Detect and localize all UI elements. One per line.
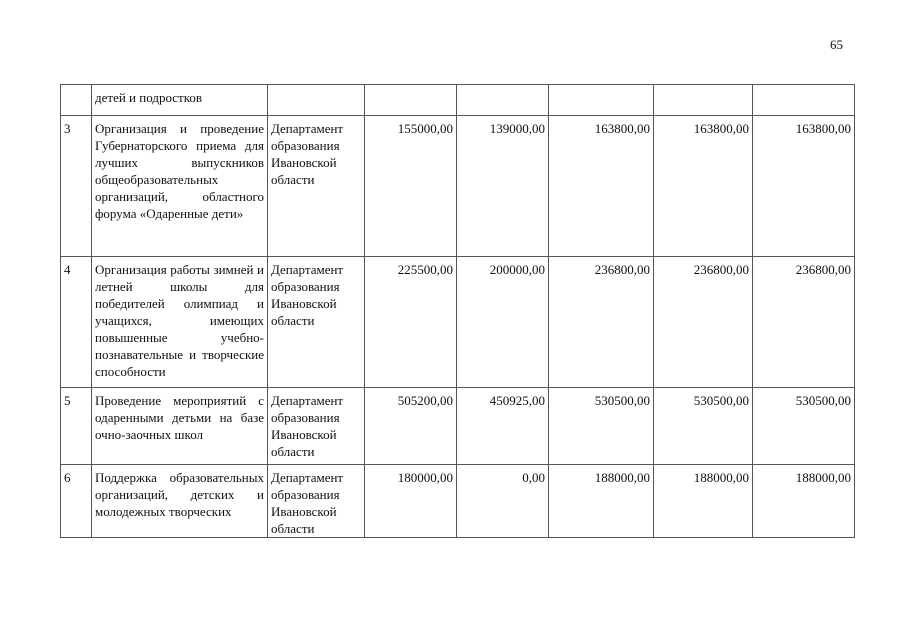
amount-cell: 236800,00 xyxy=(654,257,753,388)
row-number-cell: 4 xyxy=(61,257,92,388)
activity-name-cell: Проведение мероприятий с одаренными детьми на базе очно-заочных школ xyxy=(92,388,268,465)
amount-cell: 163800,00 xyxy=(753,116,855,257)
amount-cell: 0,00 xyxy=(457,465,549,538)
amount-cell: 505200,00 xyxy=(365,388,457,465)
amount-cell: 155000,00 xyxy=(365,116,457,257)
page-number: 65 xyxy=(830,37,843,52)
activity-name-cell: Организация и проведение Губернаторского приема для лучших выпускников общеобразовательных организаций, областного форума «Одаренные дети» xyxy=(92,116,268,257)
table-row xyxy=(61,465,855,538)
amount-cell: 180000,00 xyxy=(365,465,457,538)
executor-cell: Департамент образования Ивановской области xyxy=(268,116,365,257)
table-row xyxy=(61,257,855,388)
amount-cell: 163800,00 xyxy=(549,116,654,257)
amount-cell: 163800,00 xyxy=(654,116,753,257)
table-row xyxy=(61,116,855,257)
activity-name-cell: Организация работы зимней и летней школы для победителей олимпиад и учащихся, имеющих повышенные учебно-познавательные и творческие способности xyxy=(92,257,268,388)
amount-cell: 188000,00 xyxy=(753,465,855,538)
activity-name-cell: детей и подростков xyxy=(92,85,268,116)
amount-cell: 225500,00 xyxy=(365,257,457,388)
row-number-cell: 6 xyxy=(61,465,92,538)
row-number-cell: 5 xyxy=(61,388,92,465)
amount-cell: 139000,00 xyxy=(457,116,549,257)
amount-cell: 200000,00 xyxy=(457,257,549,388)
amount-cell xyxy=(457,85,549,116)
amount-cell xyxy=(365,85,457,116)
amount-cell: 450925,00 xyxy=(457,388,549,465)
amount-cell: 530500,00 xyxy=(654,388,753,465)
amount-cell: 236800,00 xyxy=(549,257,654,388)
amount-cell: 188000,00 xyxy=(654,465,753,538)
executor-cell: Департамент образования Ивановской области xyxy=(268,465,365,538)
amount-cell xyxy=(654,85,753,116)
activity-name-cell: Поддержка образовательных организаций, детских и молодежных творческих xyxy=(92,465,268,538)
table-row xyxy=(61,388,855,465)
row-number-cell: 3 xyxy=(61,116,92,257)
amount-cell xyxy=(549,85,654,116)
amount-cell: 530500,00 xyxy=(753,388,855,465)
budget-table xyxy=(60,84,855,538)
amount-cell xyxy=(753,85,855,116)
executor-cell xyxy=(268,85,365,116)
table-row-continuation xyxy=(61,85,855,116)
amount-cell: 236800,00 xyxy=(753,257,855,388)
amount-cell: 188000,00 xyxy=(549,465,654,538)
executor-cell: Департамент образования Ивановской области xyxy=(268,257,365,388)
executor-cell: Департамент образования Ивановской области xyxy=(268,388,365,465)
amount-cell: 530500,00 xyxy=(549,388,654,465)
row-number-cell xyxy=(61,85,92,116)
